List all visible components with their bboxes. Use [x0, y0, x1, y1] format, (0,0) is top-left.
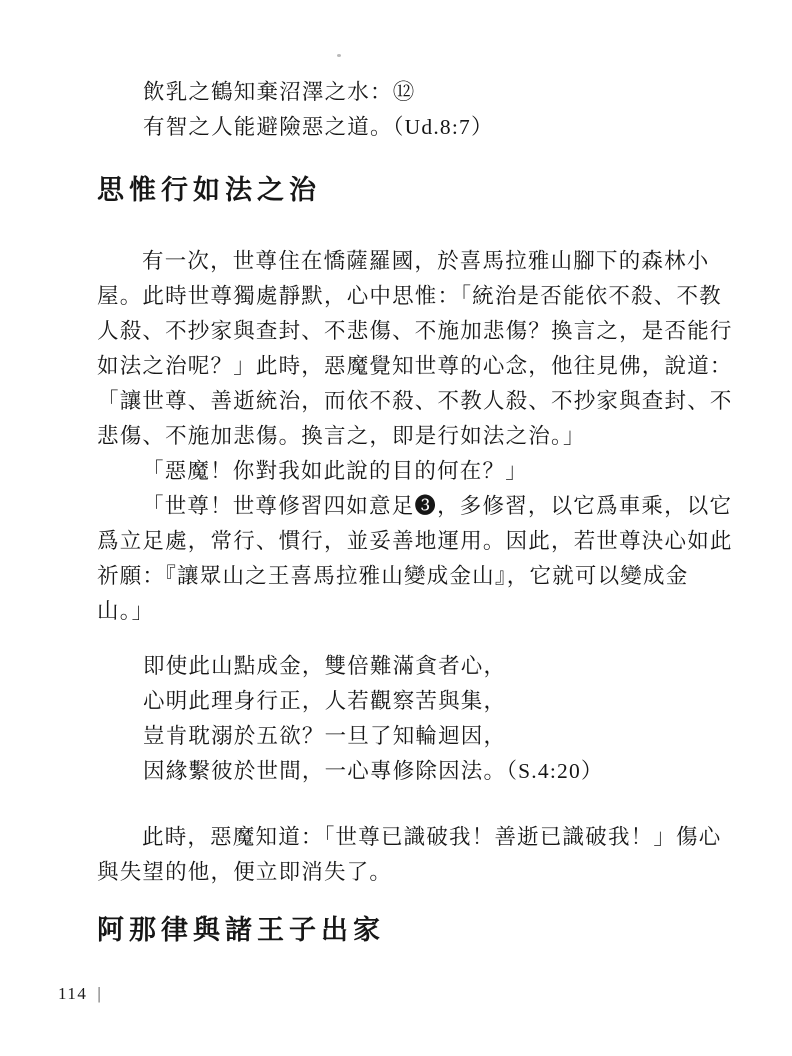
page-number: 114 [58, 984, 88, 1003]
paragraph-line: 悲傷、不施加悲傷。換言之，即是行如法之治。」 [97, 424, 586, 448]
intro-verse [143, 75, 494, 145]
paragraph-2 [97, 454, 528, 489]
quote-verse [143, 649, 604, 789]
page-footer [58, 984, 102, 1004]
paragraph-line: 祈願：『讓眾山之王喜馬拉雅山變成金山』，它就可以變成金 [97, 564, 689, 588]
paragraph-line: 如法之治呢？」此時，惡魔覺知世尊的心念，他往見佛，說道： [97, 354, 733, 378]
verse-line: 有智之人能避險惡之道。（Ud.8:7） [143, 115, 494, 139]
paragraph-line: 「惡魔！你對我如此說的目的何在？」 [142, 459, 528, 483]
verse-line: 豈肯耽溺於五欲？一旦了知輪迴因， [143, 724, 507, 748]
paragraph-line: 有一次，世尊住在憍薩羅國，於喜馬拉雅山腳下的森林小 [142, 249, 710, 273]
section-heading-1: 思惟行如法之治 [97, 175, 321, 205]
paragraph-3 [97, 489, 733, 629]
paragraph-line: 人殺、不抄家與查封、不悲傷、不施加悲傷？換言之，是否能行 [97, 319, 733, 343]
paragraph-line: 「讓世尊、善逝統治，而依不殺、不教人殺、不抄家與查封、不 [97, 389, 733, 413]
verse-line: 心明此理身行正，人若觀察苦與集， [143, 689, 507, 713]
paragraph-line: 「世尊！世尊修習四如意足❸，多修習，以它爲車乘，以它 [142, 494, 733, 518]
paragraph-1 [97, 244, 733, 454]
scan-speck-artifact [337, 54, 341, 57]
verse-line: 因緣繫彼於世間，一心專修除因法。（S.4:20） [143, 759, 604, 783]
paragraph-line: 山。」 [97, 599, 155, 623]
paragraph-line: 爲立足處，常行、慣行，並妥善地運用。因此，若世尊決心如此 [97, 529, 733, 553]
paragraph-line: 屋。此時世尊獨處靜默，心中思惟：「統治是否能依不殺、不教 [97, 284, 722, 308]
footer-divider: | [97, 984, 103, 1003]
paragraph-line: 此時，惡魔知道：「世尊已識破我！善逝已識破我！」傷心 [142, 825, 722, 849]
paragraph-4 [97, 820, 721, 890]
verse-line: 飲乳之鶴知棄沼澤之水：⑫ [143, 80, 416, 104]
section-heading-2: 阿那律與諸王子出家 [97, 915, 385, 945]
paragraph-line: 與失望的他，便立即消失了。 [97, 860, 393, 884]
verse-line: 即使此山點成金，雙倍難滿貪者心， [143, 654, 507, 678]
